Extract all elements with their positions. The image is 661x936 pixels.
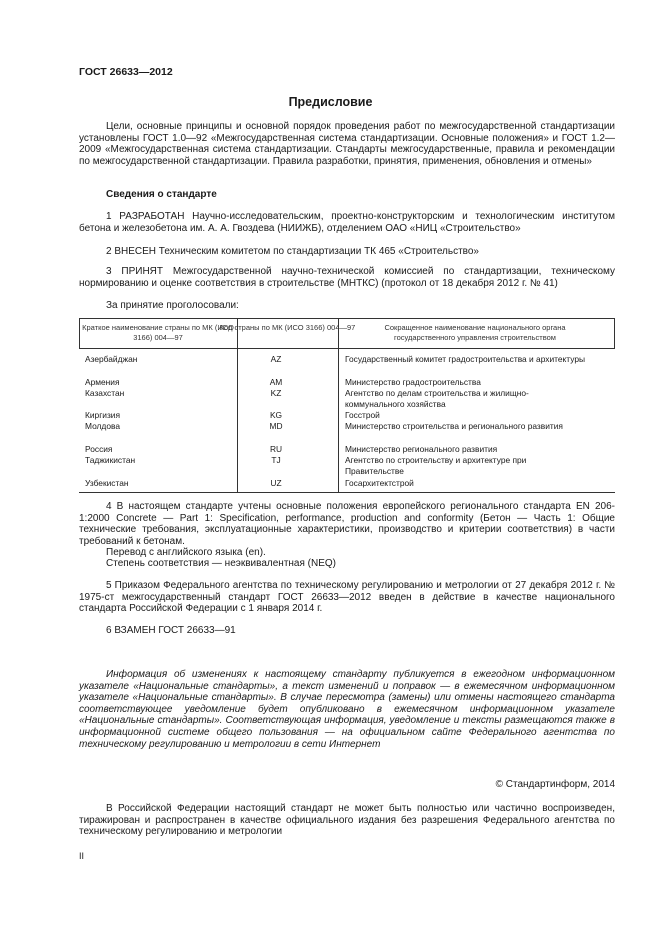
table-row-code: TJ [271, 455, 281, 465]
table-row-country: Молдова [85, 421, 120, 431]
degree-note: Степень соответствия — неэквивалентная (NEQ) [106, 558, 337, 569]
table-row-code: RU [269, 444, 283, 454]
page-number: II [79, 851, 85, 861]
table-row-agency: Агентство по строительству и архитектуре при Правительстве [345, 455, 527, 476]
table-row-country: Армения [85, 377, 120, 387]
table-row-agency: Министерство регионального развития [345, 444, 498, 454]
item-3-adopted: 3 ПРИНЯТ Межгосударственной научно-технической комиссией по стандартизации, техническому нормированию и оценке соответствия в строительстве (МНТКС) (протокол от 18 декабря 2012 г. № 41) [79, 266, 615, 289]
table-row-agency: Госстрой [345, 410, 380, 420]
copyright: © Стандартинформ, 2014 [495, 779, 615, 790]
table-header-country: Краткое наименование страны по МК (ИСО 3166) 004—97 [82, 323, 234, 342]
table-row-country: Азербайджан [85, 354, 138, 364]
table-row-country: Таджикистан [85, 455, 136, 465]
table-header-code: Код страны по МК (ИСО 3166) 004—97 [219, 323, 356, 332]
info-heading: Сведения о стандарте [106, 189, 217, 200]
item-4-european-standard: 4 В настоящем стандарте учтены основные положения европейского регионального стандарта EN 206-1:2000 Concrete — Part 1: Specification, performance, production and conformity (Бетон — Часть 1: Общие технические требования, эксплуатационные характеристики, производство и критерии соответствия) в части требований к бетонам. [79, 501, 615, 547]
table-row-code: AM [269, 377, 283, 387]
table-row-code: AZ [270, 354, 282, 364]
voted-label: За принятие проголосовали: [106, 300, 239, 311]
table-row-code: UZ [270, 478, 282, 488]
table-row-country: Россия [85, 444, 113, 454]
table-row-country: Узбекистан [85, 478, 129, 488]
table-row-agency: Государственный комитет градостроительства и архитектуры [345, 354, 585, 364]
item-1-developed: 1 РАЗРАБОТАН Научно-исследовательским, проектно-конструкторским и технологическим институтом бетона и железобетона им. А. А. Гвоздева (НИИЖБ), отделением ОАО «НИЦ «Строительство» [79, 211, 615, 234]
table-row-code: KG [269, 410, 283, 420]
translation-note: Перевод с английского языка (en). [106, 547, 266, 558]
table-row-code: KZ [270, 388, 282, 398]
table-row-agency: Госархитектстрой [345, 478, 414, 488]
table-header-agency: Сокращенное наименование национального органа государственного управления строительством [384, 323, 566, 342]
table-row-code: MD [269, 421, 283, 431]
table-row-agency: Министерство градостроительства [345, 377, 481, 387]
item-2-introduced: 2 ВНЕСЕН Техническим комитетом по стандартизации ТК 465 «Строительство» [106, 246, 479, 257]
table-row-country: Казахстан [85, 388, 125, 398]
document-code: ГОСТ 26633—2012 [79, 66, 173, 78]
item-5-order: 5 Приказом Федерального агентства по техническому регулированию и метрологии от 27 декабря 2012 г. № 1975-ст межгосударственный стандарт ГОСТ 26633—2012 введен в действие в качестве национального стандарта Российской Федерации с 1 января 2014 г. [79, 580, 615, 615]
item-6-replaces: 6 ВЗАМЕН ГОСТ 26633—91 [106, 625, 236, 636]
intro-paragraph: Цели, основные принципы и основной порядок проведения работ по межгосударственной стандартизации установлены ГОСТ 1.0—92 «Межгосударственная система стандартизации. Основные положения» и ГОСТ 1.2—2009 «Межгосударственная система стандартизации. Стандарты межгосударственные, правила и рекомендации по межгосударственной стандартизации. Правила разработки, принятия, применения, обновления и отмены» [79, 121, 615, 167]
reproduction-notice: В Российской Федерации настоящий стандарт не может быть полностью или частично воспроизведен, тиражирован и распространен в качестве официального издания без разрешения Федерального агентства по техническому регулированию и метрологии [79, 803, 615, 838]
voting-table [79, 318, 615, 493]
table-row-country: Киргизия [85, 410, 121, 420]
table-row-agency: Агентство по делам строительства и жилищно-коммунального хозяйства [345, 388, 529, 409]
page-title: Предисловие [288, 95, 373, 109]
table-row-agency: Министерство строительства и регионального развития [345, 421, 563, 431]
changes-notice: Информация об изменениях к настоящему стандарту публикуется в ежегодном информационном указателе «Национальные стандарты», а текст изменений и поправок — в ежемесячном информационном указателе «Национальные стандарты». В случае пересмотра (замены) или отмены настоящего стандарта соответствующее уведомление будет опубликовано в ежемесячном информационном указателе «Национальные стандарты». Соответствующая информация, уведомление и тексты размещаются также в информационной системе общего пользования — на официальном сайте Федерального агентства по техническому регулированию и метрологии в сети Интернет [79, 669, 615, 750]
